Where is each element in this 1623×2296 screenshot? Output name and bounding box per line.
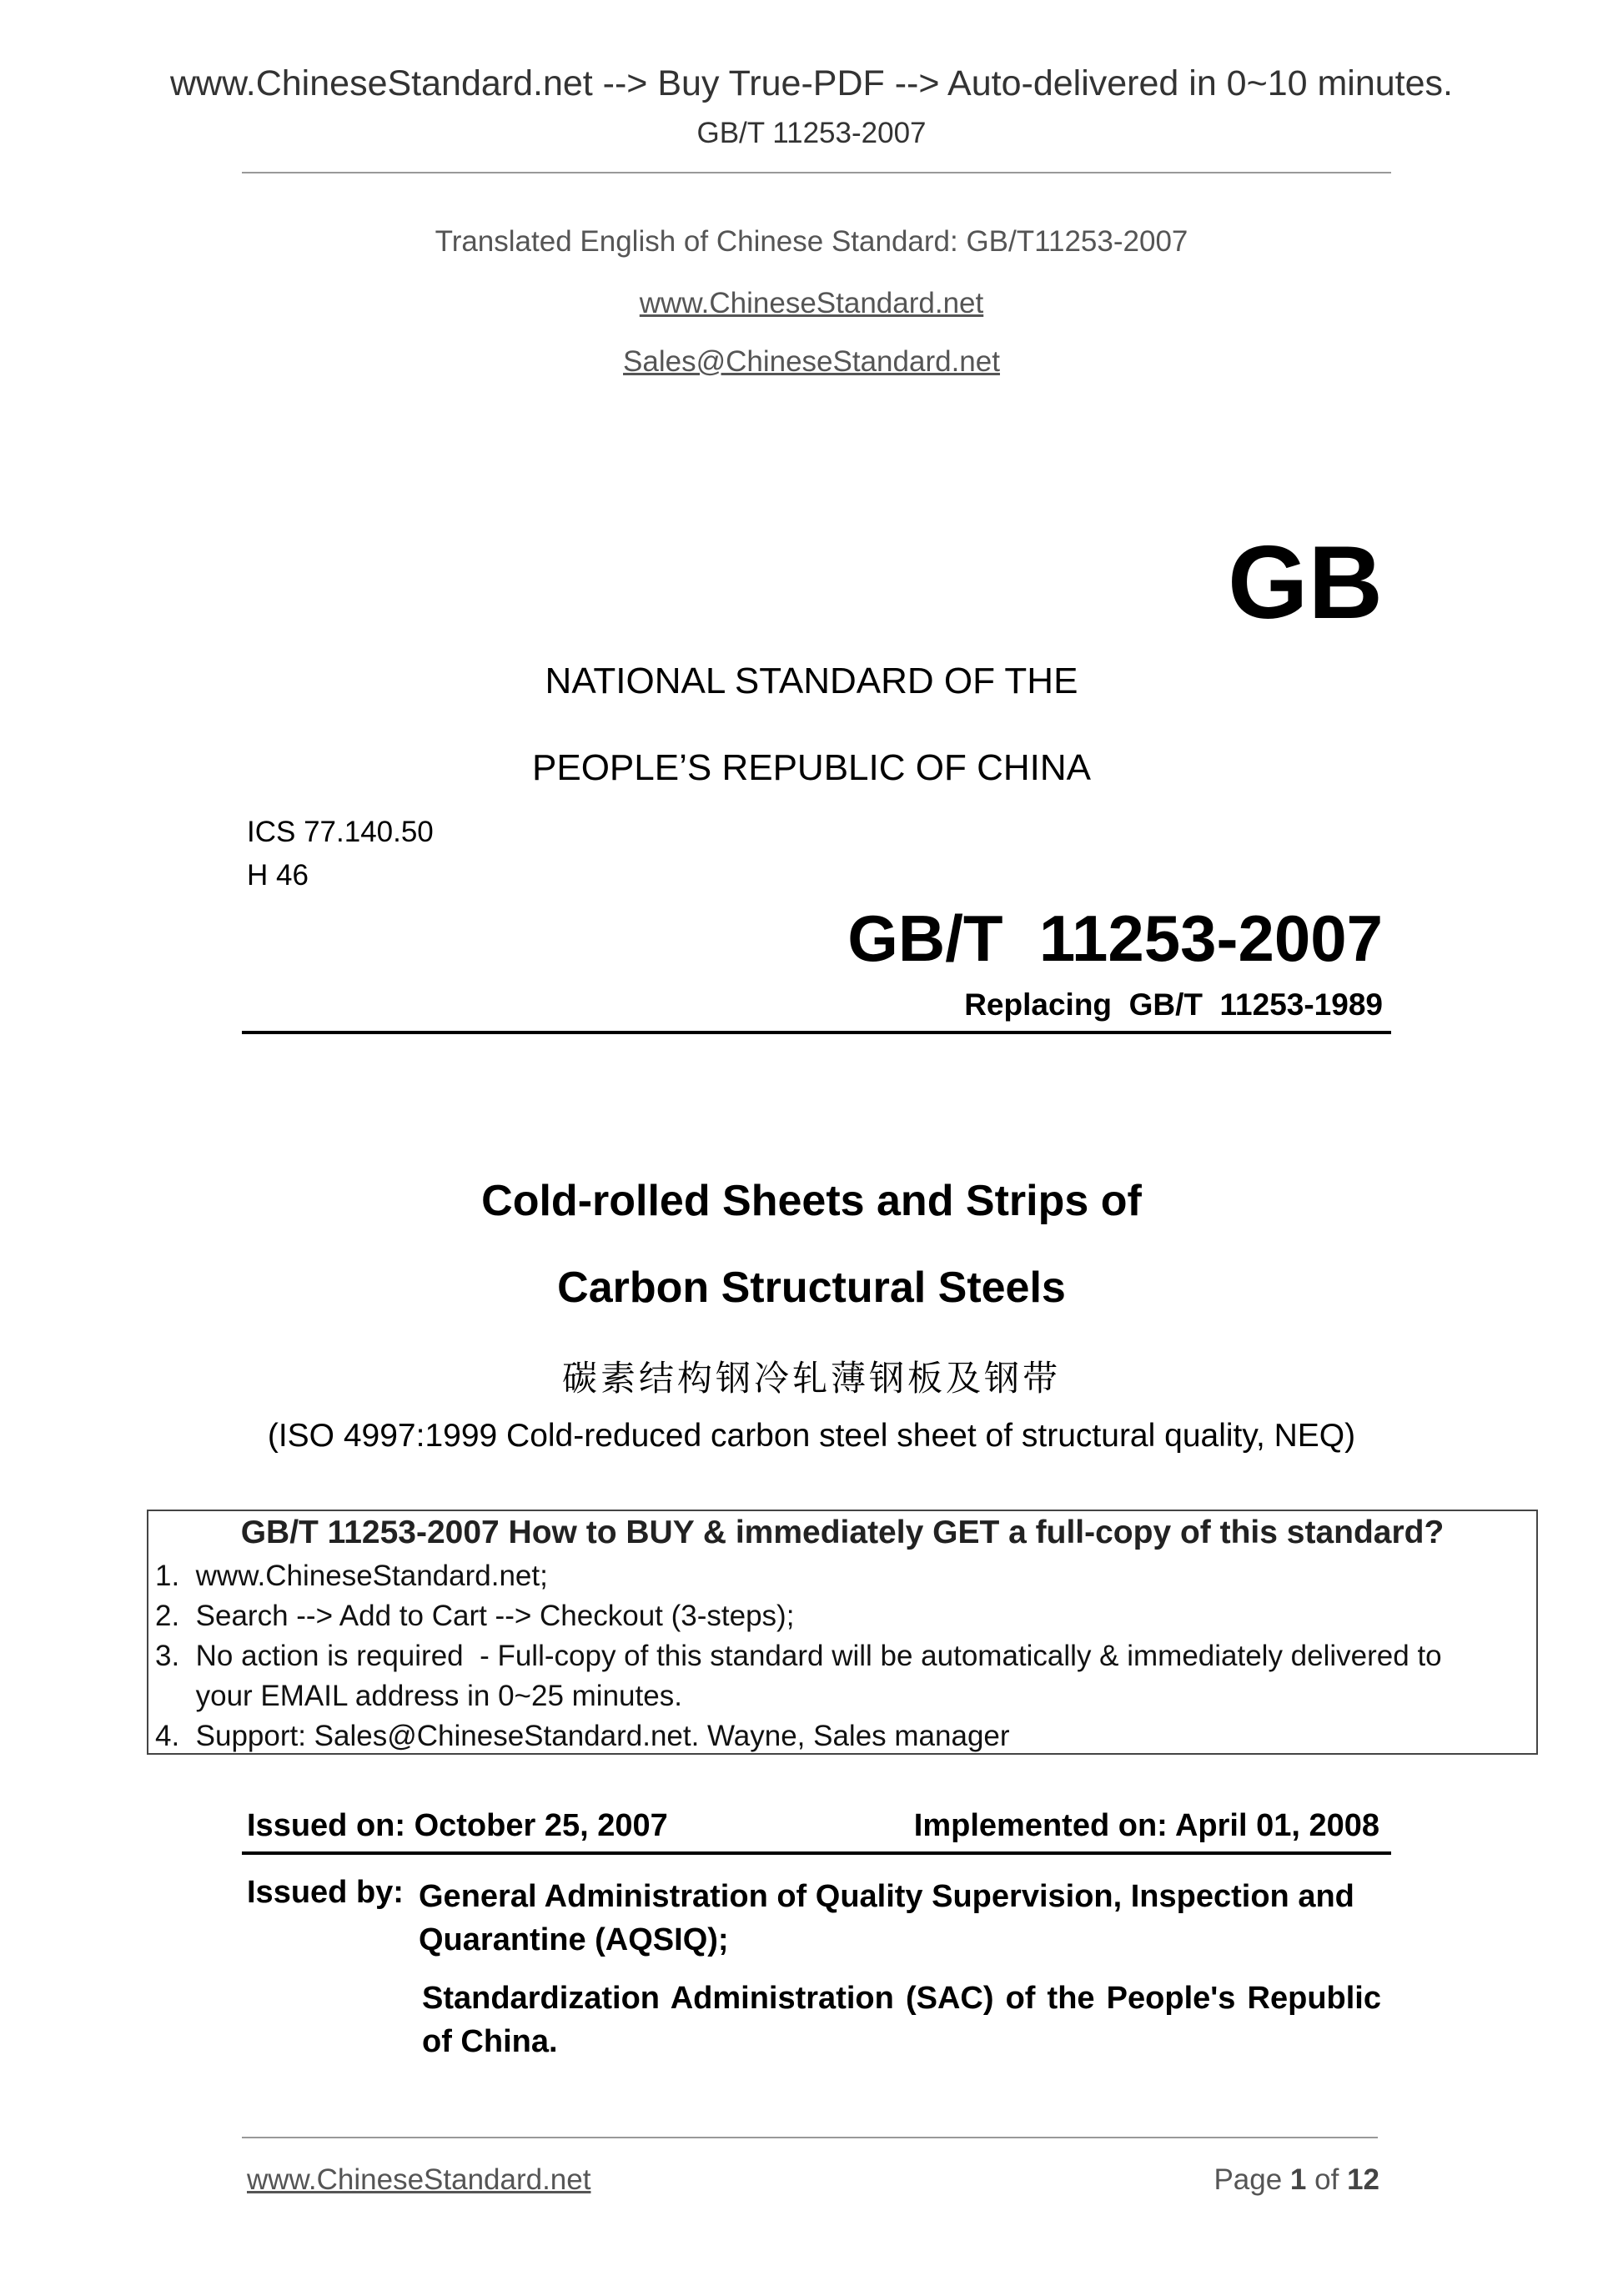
iso-reference: (ISO 4997:1999 Cold-reduced carbon steel sheet of structural quality, NEQ) [267,1418,1356,1454]
issued-by-label: Issued by: [247,1875,404,1910]
page-of: of [1314,2163,1339,2196]
buy-step-4: 4. Support: Sales@ChineseStandard.net. Wayne, Sales manager [155,1720,1010,1752]
buy-step-3: 3. No action is required - Full-copy of this standard will be automatically & immediately delivered to [155,1640,1442,1672]
top-banner: www.ChineseStandard.net --> Buy True-PDF --> Auto-delivered in 0~10 minutes. [169,63,1453,103]
footer-website-link[interactable]: www.ChineseStandard.net [247,2163,591,2196]
buy-box-title: GB/T 11253-2007 How to BUY & immediately GET a full-copy of this standard? [240,1515,1445,1550]
code-divider [242,1031,1391,1034]
header-standard-code: GB/T 11253-2007 [696,117,927,149]
issued-on-date: Issued on: October 25, 2007 [247,1808,668,1843]
chinese-title: 碳素结构钢冷轧薄钢板及钢带 [561,1358,1061,1399]
sales-email-link[interactable]: Sales@ChineseStandard.net [623,345,1000,378]
issuer-aqsiq: General Administration of Quality Supervision, Inspection and Quarantine (AQSIQ); [419,1879,1354,1957]
gb-logo: GB [1228,525,1383,641]
footer-divider [242,2137,1378,2138]
standard-code: GB/T 11253-2007 [847,902,1383,975]
page-current: 1 [1289,2163,1307,2196]
page-number [1213,2163,1379,2197]
website-link[interactable]: www.ChineseStandard.net [639,287,984,319]
national-standard-line2: PEOPLE’S REPUBLIC OF CHINA [532,747,1091,788]
title-line2: Carbon Structural Steels [557,1264,1066,1312]
buy-step-1: 1. www.ChineseStandard.net; [155,1560,548,1592]
buy-step-2: 2. Search --> Add to Cart --> Checkout (3-steps); [155,1600,795,1632]
ics-code: ICS 77.140.50 [247,816,434,848]
issuance-divider [242,1851,1391,1855]
issuer-sac: Standardization Administration (SAC) of the People's Republic of China. [422,1981,1381,2059]
national-standard-line1: NATIONAL STANDARD OF THE [545,661,1078,701]
header-divider [242,172,1391,173]
page-total: 12 [1347,2163,1379,2196]
translation-note: Translated English of Chinese Standard: GB/T11253-2007 [435,225,1188,258]
buy-step-3-continued: your EMAIL address in 0~25 minutes. [155,1680,682,1712]
replacing-standard: Replacing GB/T 11253-1989 [964,987,1383,1022]
classification-code: H 46 [247,859,309,892]
title-line1: Cold-rolled Sheets and Strips of [481,1177,1142,1225]
implemented-on-date: Implemented on: April 01, 2008 [913,1808,1379,1843]
page-label: Page [1213,2163,1283,2196]
buy-instructions-box [147,1510,1538,1755]
